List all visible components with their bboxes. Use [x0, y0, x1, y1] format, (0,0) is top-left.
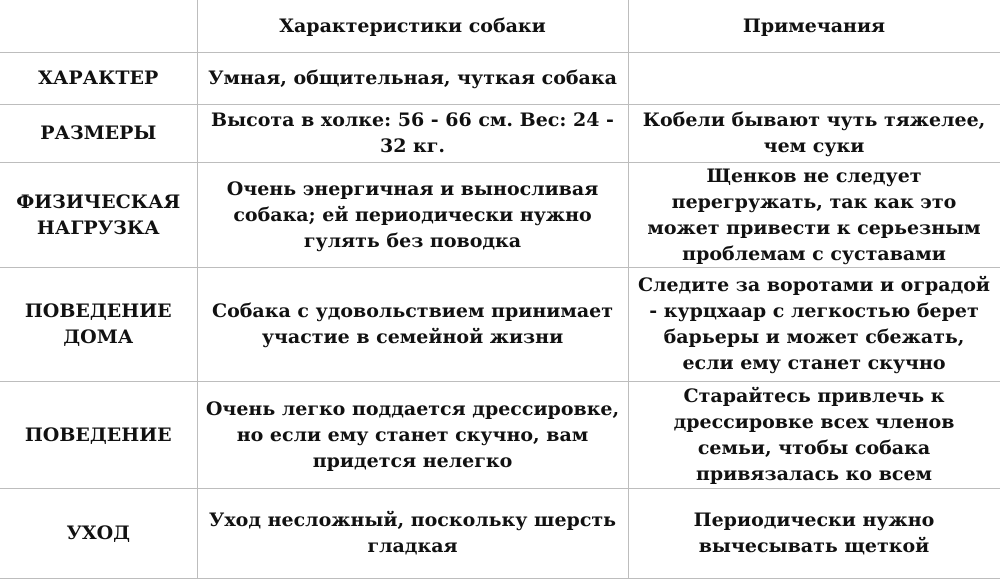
row-note: Щенков не следует перегружать, так как это может привести к серьезным проблемам с суставами [628, 162, 1000, 267]
table-row [0, 104, 1000, 162]
table-row [0, 52, 1000, 104]
row-label: ХАРАКТЕР [0, 52, 197, 104]
header-characteristics: Характеристики собаки [197, 0, 628, 52]
header-row [0, 0, 1000, 52]
row-note: Периодически нужно вычесывать щеткой [628, 488, 1000, 578]
row-label: ФИЗИЧЕСКАЯ НАГРУЗКА [0, 162, 197, 267]
row-note: Следите за воротами и оградой - курцхаар с легкостью берет барьеры и может сбежать, если ему станет скучно [628, 267, 1000, 381]
row-characteristic: Высота в холке: 56 - 66 см. Вес: 24 - 32 кг. [197, 104, 628, 162]
row-note: Старайтесь привлечь к дрессировке всех членов семьи, чтобы собака привязалась ко всем [628, 381, 1000, 488]
row-label: РАЗМЕРЫ [0, 104, 197, 162]
row-characteristic: Очень энергичная и выносливая собака; ей периодически нужно гулять без поводка [197, 162, 628, 267]
row-label: ПОВЕДЕНИЕ [0, 381, 197, 488]
row-label: ПОВЕДЕНИЕ ДОМА [0, 267, 197, 381]
row-note [628, 52, 1000, 104]
row-characteristic: Уход несложный, поскольку шерсть гладкая [197, 488, 628, 578]
row-label: УХОД [0, 488, 197, 578]
table-row [0, 488, 1000, 578]
row-note: Кобели бывают чуть тяжелее, чем суки [628, 104, 1000, 162]
row-characteristic: Умная, общительная, чуткая собака [197, 52, 628, 104]
table-row [0, 162, 1000, 267]
header-notes: Примечания [628, 0, 1000, 52]
table-row [0, 267, 1000, 381]
row-characteristic: Собака с удовольствием принимает участие в семейной жизни [197, 267, 628, 381]
table-row [0, 381, 1000, 488]
header-empty-cell [0, 0, 197, 52]
row-characteristic: Очень легко поддается дрессировке, но если ему станет скучно, вам придется нелегко [197, 381, 628, 488]
